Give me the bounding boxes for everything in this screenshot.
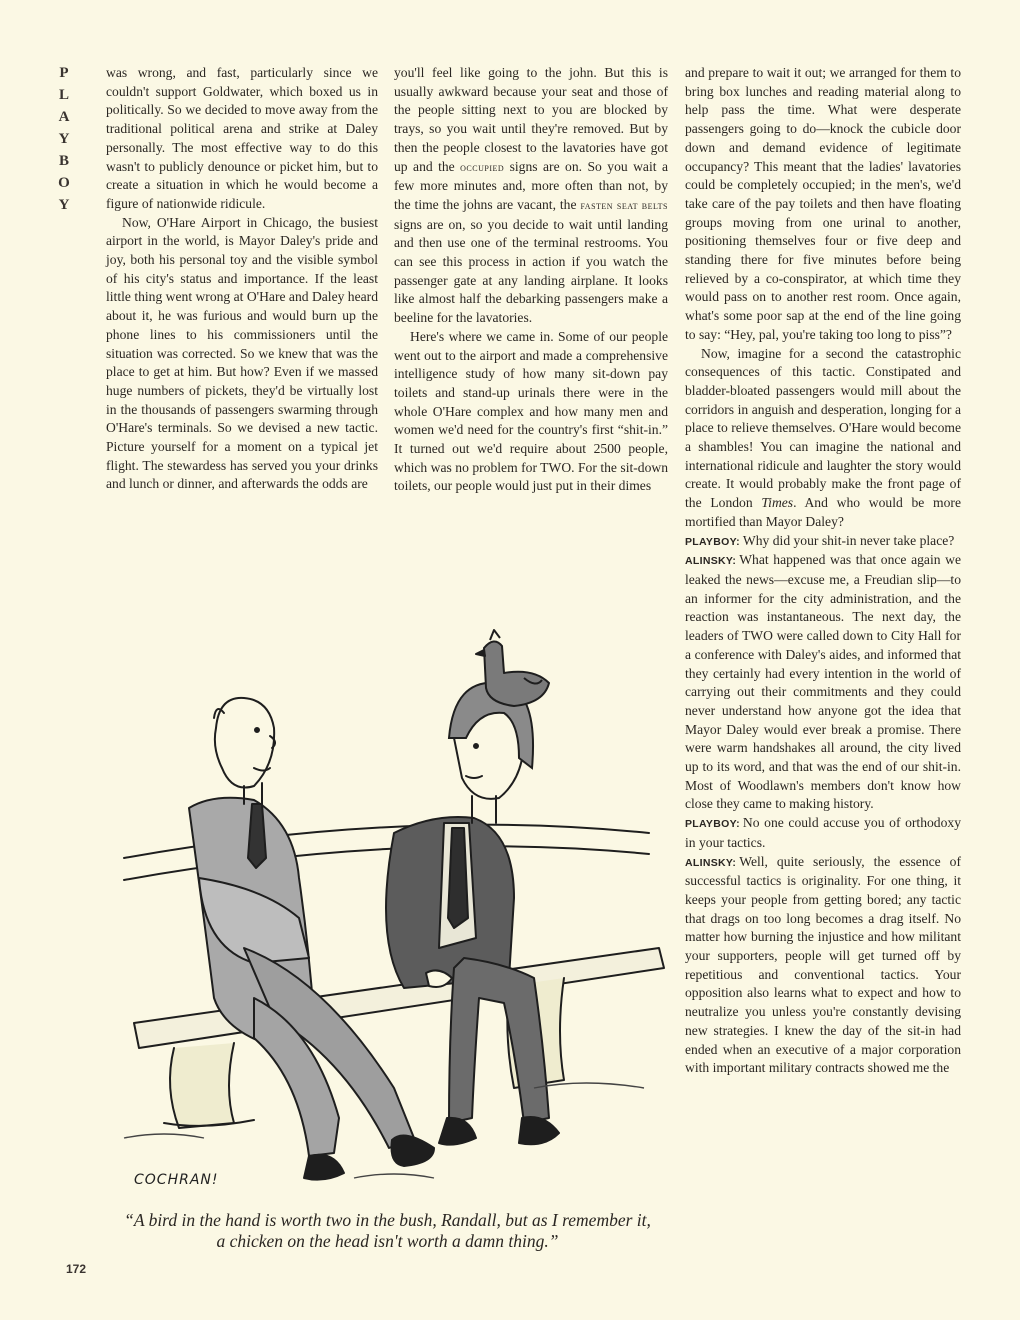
fasten-seat-belts-text: fasten seat belts [580, 199, 668, 212]
masthead [52, 62, 76, 216]
cartoonist-signature: COCHRAN! [134, 1172, 219, 1188]
speaker-label: ALINSKY: [685, 856, 737, 869]
paragraph: and prepare to wait it out; we arranged for them to bring box lunches and reading material along to help pass the time. What were desperate passengers going to do—knock the cubicle door down and demand evidence of legitimate occupancy? This meant that the ladies' lavatories could be completely occupied; in the men's, we'd take care of the pay toilets and then have floating groups moving from one urinal to another, positioning themselves four or five deep and standing there for five minutes before being relieved by a co-conspirator, at which time they would pass on to another rest room. Once again, what's some poor sap at the end of the line going to say: “Hey, pal, you're taking too long to piss”? [685, 65, 961, 342]
article-column-1 [106, 64, 378, 494]
speaker-label: PLAYBOY: [685, 818, 740, 831]
paragraph: Now, imagine for a second the catastrophic consequences of this tactic. Constipated and bladder-bloated passengers would mill about the corridors in anguish and desperation, longing for a place to relieve themselves. O'Hare would become a shambles! You can imagine the national and international ridicule and laughter the story would create. It would probably make the front page of the London Times. And who would be more mortified than Mayor Daley? [685, 345, 961, 529]
speaker-label: PLAYBOY: [685, 535, 740, 548]
cartoon-caption: “A bird in the hand is worth two in the bush, Randall, but as I remember it, a chicken on the head isn't worth a damn thing.” [124, 1210, 651, 1251]
article-column-3 [685, 64, 961, 1078]
cartoon-illustration [104, 618, 674, 1208]
occupied-sign-text: occupied [460, 161, 505, 174]
paragraph: was wrong, and fast, particularly since we couldn't support Goldwater, which boxed us in politically. So we decided to move away from the traditional political arena and strike at Daley personally. The most effective way to do this wasn't to publicly denounce or picket him, but to create a situation in which he would become a figure of nationwide ridicule. [106, 65, 378, 211]
speaker-label: ALINSKY: [685, 555, 737, 568]
masthead-letter: Y [58, 197, 70, 213]
masthead-letter: L [58, 87, 69, 103]
paragraph: you'll feel like going to the john. But this is usually awkward because your seat and those of the people sitting next to you are blocked by trays, so you wait until they're removed. But by then the people closest to the lavatories have got up and the occupied signs are on. So you wait a few more minutes and, more often than not, by the time the johns are vacant, the fasten seat belts signs are on, so you decide to wait until landing and then use one of the terminal restrooms. You can see this process in action if you watch the passenger gate at any landing airplane. It looks like almost half the debarking passengers make a beeline for the lavatories. [394, 65, 668, 326]
masthead-letter: P [59, 65, 69, 81]
paragraph: Here's where we came in. Some of our people went out to the airport and made a comprehensive intelligence study of how many sit-down pay toilets and stand-up urinals there were in the whole O'Hare complex and how many men and women we'd need for the country's first “shit-in.” It turned out we'd require about 2500 people, which was no problem for TWO. For the sit-down toilets, our people would just put in their dimes [394, 328, 668, 494]
masthead-letter: O [58, 175, 70, 191]
interview-answer: ALINSKY: Well, quite seriously, the essence of successful tactics is originality. For one thing, it keeps your people from getting bored; any tactic that drags on too long becomes a drag itself. No matter how burning the injustice and how militant your supporters, people will get turned off by repetitious and conventional tactics. Your opposition also learns what to expect and how to neutralize you unless you're constantly devising new strategies. I knew the day of the sit-in had ended when an executive of a major corporation with important military contracts showed me the [685, 853, 961, 1076]
paragraph: Now, O'Hare Airport in Chicago, the busiest airport in the world, is Mayor Daley's pride and joy, both his personal toy and the visible symbol of his city's status and importance. If the least little thing went wrong at O'Hare and Daley heard about it, he was furious and would burn up the phone lines to his commissioners until the situation was corrected. So we knew that was the place to get at him. But how? Even if we massed huge numbers of pickets, they'd be virtually lost in the thousands of passengers swarming through O'Hare's terminals. So we devised a new tactic. Picture yourself for a moment on a typical jet flight. The stewardess has served you your drinks and lunch or dinner, and afterwards the odds are [106, 214, 378, 492]
interview-question: PLAYBOY: Why did your shit-in never take place? [685, 532, 955, 548]
interview-question: PLAYBOY: No one could accuse you of orthodoxy in your tactics. [685, 815, 961, 850]
interview-answer: ALINSKY: What happened was that once again we leaked the news—excuse me, a Freudian slip—to an informer for the city administration, and the reaction was instantaneous. The next day, the leaders of TWO were called down to City Hall for a conference with Daley's aides, and informed that they certainly had every intention in the world of carrying out their commitments and they could never understand how anyone got the idea that Mayor Daley would ever break a promise. There were warm handshakes all around, the city lived up to its word, and that was the end of our shit-in. Most of Woodlawn's members don't know how close they came to making history. [685, 552, 961, 812]
page-number: 172 [66, 1262, 87, 1276]
article-column-2 [394, 64, 668, 496]
masthead-letter: B [58, 153, 69, 169]
masthead-letter: A [58, 109, 70, 125]
times-title: Times [761, 495, 794, 511]
masthead-letter: Y [58, 131, 70, 147]
